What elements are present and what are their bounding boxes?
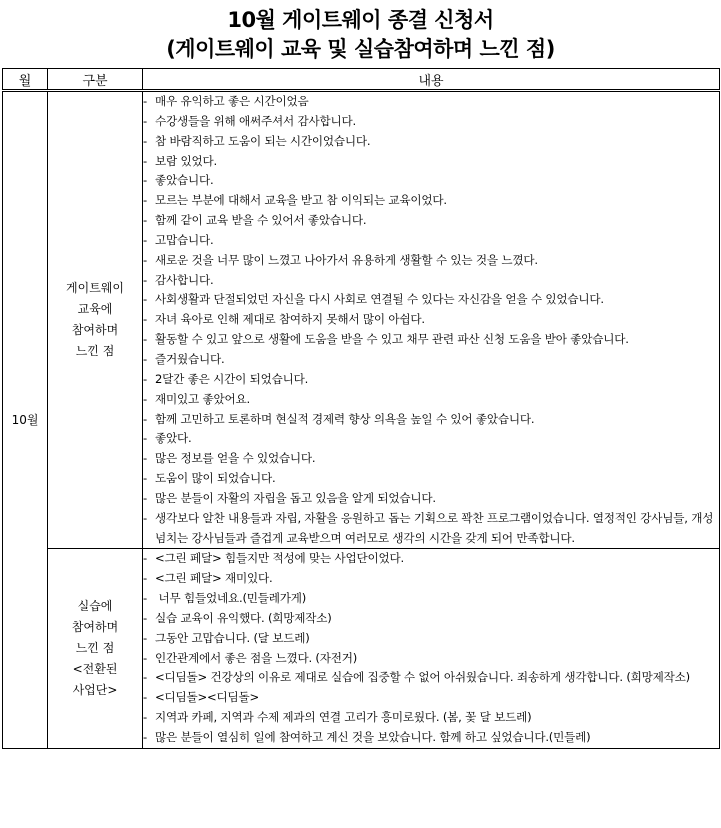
category-line: 사업단>	[72, 683, 118, 698]
bullet-dash: -	[143, 232, 147, 247]
document-subtitle: (게이트웨이 교육 및 실습참여하며 느낀 점)	[166, 37, 555, 61]
document-title: 10월 게이트웨이 종결 신청서	[227, 8, 494, 32]
bullet-dash: -	[143, 551, 147, 566]
category-cell-education	[48, 91, 143, 549]
header-month: 월	[3, 69, 48, 91]
list-item: - 매우 유익하고 좋은 시간이었음	[143, 92, 719, 112]
table-row	[3, 549, 720, 748]
list-item: - 실습 교육이 유익했다. (희망제작소)	[143, 609, 719, 629]
bullet-dash: -	[143, 650, 147, 665]
bullet-dash: -	[143, 94, 147, 108]
bullet-dash: -	[143, 153, 147, 168]
bullet-dash: -	[143, 272, 147, 287]
content-cell-education	[143, 91, 720, 549]
header-content: 내용	[143, 69, 720, 91]
list-item: - 많은 분들이 자활의 자립을 돕고 있음을 알게 되었습니다.	[143, 489, 719, 509]
bullet-dash: -	[143, 490, 147, 505]
category-line: 참여하며	[71, 620, 119, 635]
list-item: - 많은 분들이 열심히 일에 참여하고 계신 것을 보았습니다. 함께 하고 싶었습니다.(민들레)	[143, 728, 719, 748]
category-line: 느낀 점	[75, 641, 115, 656]
list-item: - 고맙습니다.	[143, 231, 719, 251]
list-item: - <그린 페달> 재미있다.	[143, 569, 719, 589]
bullet-dash: -	[143, 710, 147, 725]
category-line: 느낀 점	[75, 344, 115, 359]
list-item: - <디딤돌> 건강상의 이유로 제대로 실습에 집중할 수 없어 아쉬웠습니다. 죄송하게 생각합니다. (희망제작소)	[143, 668, 719, 688]
bullet-dash: -	[143, 431, 147, 446]
bullet-dash: -	[143, 213, 147, 228]
list-item: - 수강생들을 위해 애써주셔서 감사합니다.	[143, 112, 719, 132]
list-item: - 좋았습니다.	[143, 171, 719, 191]
list-item: - <디딤돌><디딤돌>	[143, 688, 719, 708]
list-item: - 좋았다.	[143, 429, 719, 449]
list-item: - 활동할 수 있고 앞으로 생활에 도움을 받을 수 있고 채무 관련 파산 신청 도움을 받아 좋았습니다.	[143, 330, 719, 350]
bullet-dash: -	[143, 133, 147, 148]
category-cell-practice	[48, 549, 143, 748]
list-item: - 사회생활과 단절되었던 자신을 다시 사회로 연결될 수 있다는 자신감을 얻을 수 있었습니다.	[143, 290, 719, 310]
bullet-dash: -	[143, 312, 147, 327]
list-item: - 새로운 것을 너무 많이 느꼈고 나아가서 유용하게 생활할 수 있는 것을 느꼈다.	[143, 251, 719, 271]
month-cell: 10월	[3, 91, 48, 749]
list-item: - 모르는 부분에 대해서 교육을 받고 참 이익되는 교육이었다.	[143, 191, 719, 211]
table-row	[3, 91, 720, 549]
bullet-dash: -	[143, 351, 147, 366]
list-item: - 보람 있었다.	[143, 152, 719, 172]
list-item: - 도움이 많이 되었습니다.	[143, 469, 719, 489]
bullet-dash: -	[143, 630, 147, 645]
list-item: - 즐거웠습니다.	[143, 350, 719, 370]
list-item: - 재미있고 좋았어요.	[143, 390, 719, 410]
bullet-dash: -	[143, 451, 147, 466]
bullet-dash: -	[143, 591, 147, 606]
list-item: - 참 바람직하고 도움이 되는 시간이었습니다.	[143, 132, 719, 152]
list-item: - <그린 페달> 힘들지만 적성에 맞는 사업단이었다.	[143, 549, 719, 569]
list-item: - 지역과 카페, 지역과 수제 제과의 연결 고리가 흥미로웠다. (봄, 꽃 달 보드레)	[143, 708, 719, 728]
category-line: 교육에	[77, 302, 113, 317]
list-item: - 2달간 좋은 시간이 되었습니다.	[143, 370, 719, 390]
bullet-dash: -	[143, 371, 147, 386]
bullet-dash: -	[143, 193, 147, 208]
content-cell-practice	[143, 549, 720, 748]
header-category: 구분	[48, 69, 143, 91]
bullet-dash: -	[143, 113, 147, 128]
list-item: - 생각보다 알찬 내용들과 자립, 자활을 응원하고 돕는 기획으로 꽉찬 프로그램이었습니다. 열정적인 강사님들, 개성 넘치는 강사님들과 즐겁게 교육받으며 여러모로 생각의 시간을 갖게 되어 만족합니다.	[143, 510, 717, 545]
list-item: - 자녀 육아로 인해 제대로 참여하지 못해서 많이 아쉽다.	[143, 310, 719, 330]
list-item: - 감사합니다.	[143, 271, 719, 291]
list-item: - 많은 정보를 얻을 수 있었습니다.	[143, 449, 719, 469]
bullet-dash: -	[143, 252, 147, 267]
bullet-dash: -	[143, 391, 147, 406]
list-item: - 인간관계에서 좋은 점을 느꼈다. (자전거)	[143, 649, 719, 669]
bullet-dash: -	[143, 173, 147, 188]
application-table	[2, 68, 720, 749]
category-line: 게이트웨이	[66, 281, 124, 296]
bullet-dash: -	[143, 610, 147, 625]
bullet-dash: -	[143, 510, 147, 525]
category-line: <전환된	[72, 662, 118, 677]
bullet-dash: -	[143, 332, 147, 347]
bullet-dash: -	[143, 690, 147, 705]
category-line: 실습에	[77, 599, 113, 614]
table-header-row	[3, 69, 720, 91]
list-item: - 함께 같이 교육 받을 수 있어서 좋았습니다.	[143, 211, 719, 231]
list-item: - 그동안 고맙습니다. (달 보드레)	[143, 629, 719, 649]
bullet-dash: -	[143, 730, 147, 744]
list-item: - 함께 고민하고 토론하며 현실적 경제력 향상 의욕을 높일 수 있어 좋았습니다.	[143, 410, 719, 430]
bullet-dash: -	[143, 292, 147, 307]
list-item: - 너무 힘들었네요.(민들레가게)	[143, 589, 719, 609]
category-line: 참여하며	[71, 323, 119, 338]
bullet-dash: -	[143, 471, 147, 486]
bullet-dash: -	[143, 571, 147, 586]
bullet-dash: -	[143, 670, 147, 685]
bullet-dash: -	[143, 411, 147, 426]
